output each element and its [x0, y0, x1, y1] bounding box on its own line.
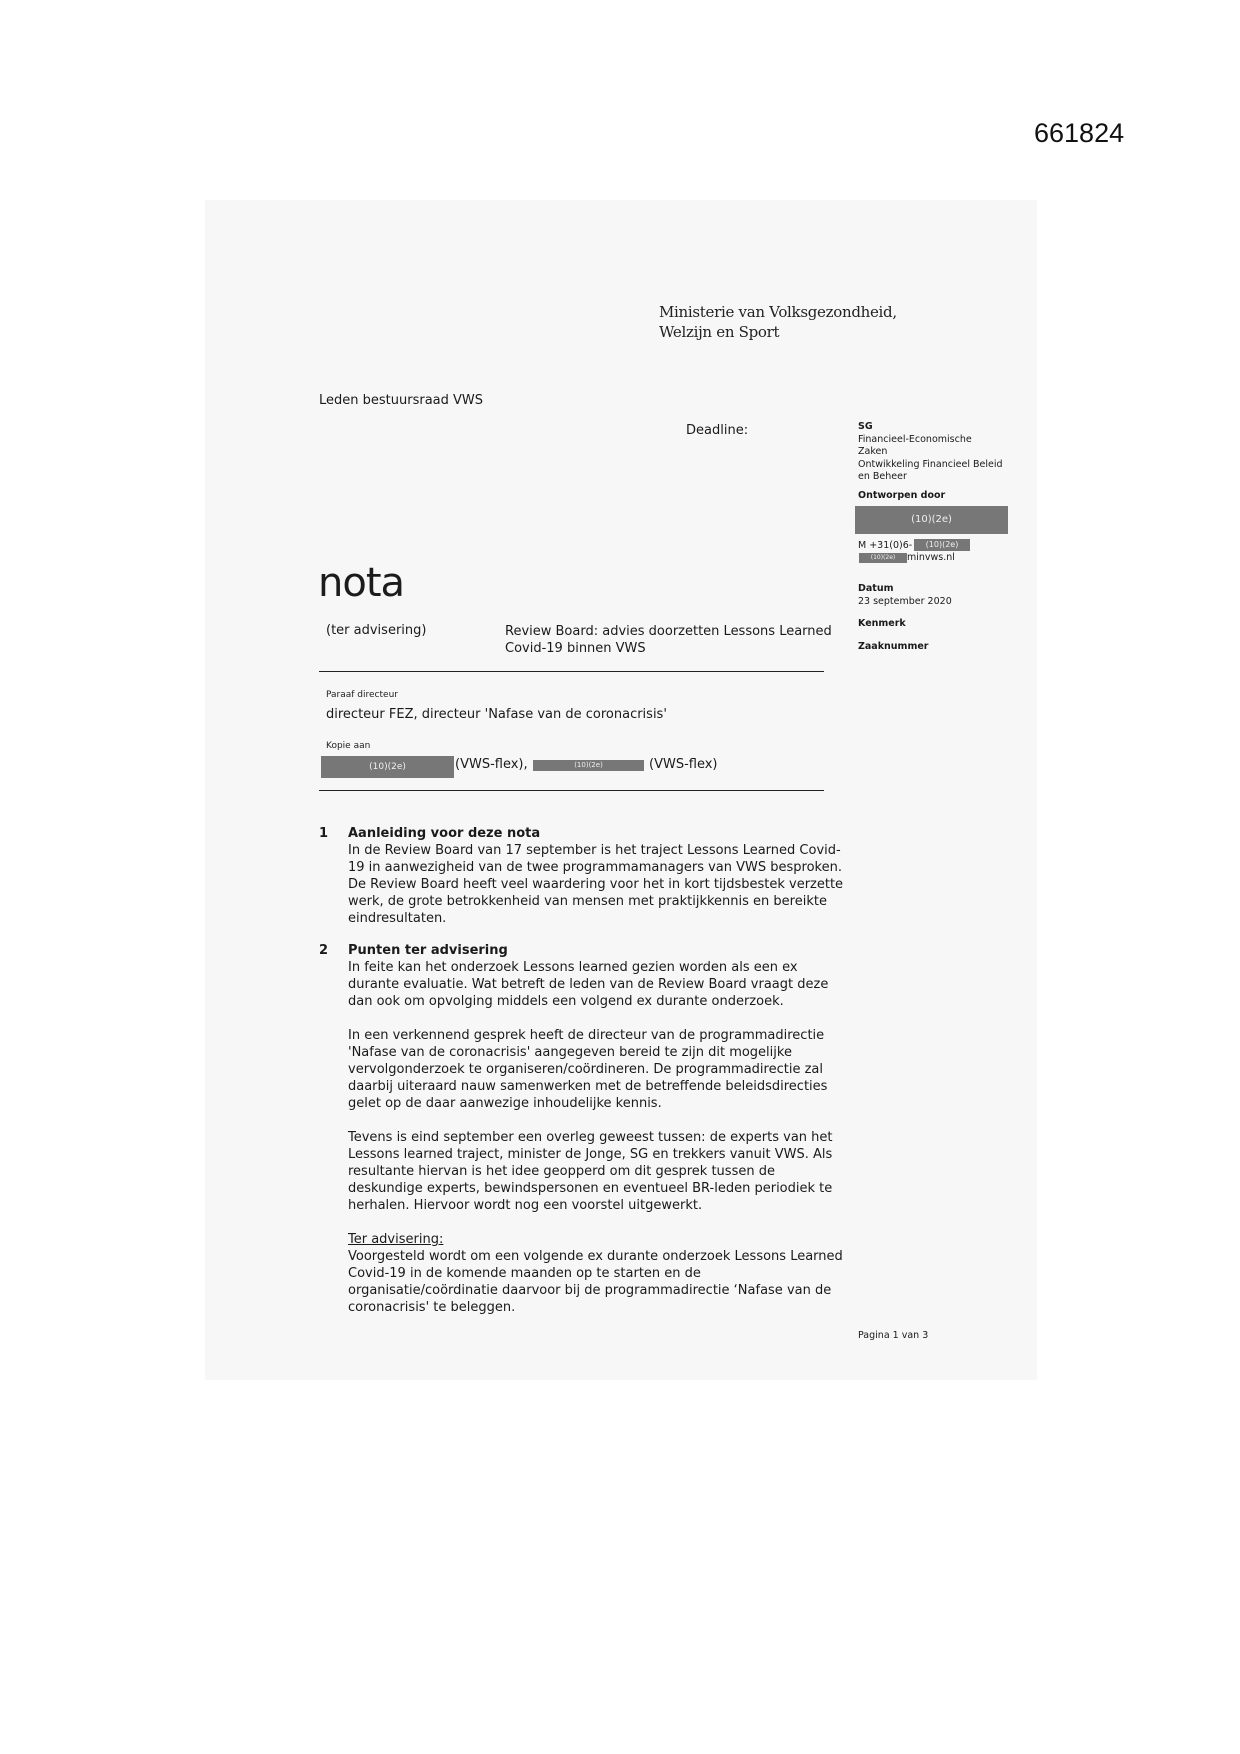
kopie-label: Kopie aan	[326, 741, 371, 751]
subject-line: Covid-19 binnen VWS	[505, 641, 646, 656]
section-number: 2	[319, 943, 329, 958]
date-value: 23 september 2020	[858, 595, 952, 607]
email-suffix: minvws.nl	[907, 552, 955, 563]
reference-label: Kenmerk	[858, 618, 906, 629]
paraaf-label: Paraaf directeur	[326, 690, 398, 700]
ministry-logo-text	[659, 302, 897, 342]
designed-by-label: Ontworpen door	[858, 489, 946, 501]
section-paragraph: In de Review Board van 17 september is het traject Lessons Learned Covid-19 in aanwezigheid van de twee programmamanagers van VWS besproken. De Review Board heeft veel waardering voor het in kort tijdsbestek verzette werk, de grote betrokkenheid van mensen met praktijkkennis en bereikte eindresultaten.	[348, 843, 844, 926]
section-number: 1	[319, 826, 329, 841]
date-label: Datum	[858, 583, 894, 594]
page-footer: Pagina 1 van 3	[858, 1330, 929, 1341]
section-title: Aanleiding voor deze nota	[348, 826, 541, 841]
redaction-block: (10)(2e)	[533, 760, 644, 771]
deadline-label: Deadline:	[686, 423, 749, 438]
advice-text: Voorgesteld wordt om een volgende ex durante onderzoek Lessons Learned Covid-19 in de komende maanden op te starten en de organisatie/coördinatie daarvoor bij de programmadirectie ‘Nafase van de coronacrisis' te beleggen.	[348, 1249, 843, 1315]
addressee: Leden bestuursraad VWS	[319, 393, 484, 408]
redaction-block: (10)(2e)	[859, 553, 907, 563]
kopie-suffix: (VWS-flex),	[455, 757, 528, 772]
redaction-block: (10)(2e)	[321, 756, 454, 778]
mobile-prefix: M +31(0)6-	[858, 540, 913, 551]
divider	[319, 790, 824, 791]
section-1	[319, 825, 849, 944]
subject	[505, 623, 835, 657]
sidebar-org-line: Financieel-Economische	[858, 433, 972, 445]
document-title: nota	[318, 560, 405, 606]
sidebar-org-title: SG	[858, 421, 873, 432]
section-paragraph: In een verkennend gesprek heeft de directeur van de programmadirectie 'Nafase van de coronacrisis' aangegeven bereid te zijn dit mogelijke vervolgonderzoek te organiseren/coördineren. De programmadirectie zal daarbij uiteraard nauw samenwerken met de betreffende beleidsdirecties gelet op de daar aanwezige inhoudelijke kennis.	[348, 1028, 828, 1111]
kopie-suffix: (VWS-flex)	[649, 757, 718, 772]
divider	[319, 671, 824, 672]
redaction-block: (10)(2e)	[914, 539, 970, 551]
advice-heading: Ter advisering:	[348, 1232, 444, 1247]
subject-line: Review Board: advies doorzetten Lessons Learned	[505, 624, 832, 639]
paraaf-value: directeur FEZ, directeur 'Nafase van de coronacrisis'	[326, 707, 667, 722]
case-number-label: Zaaknummer	[858, 640, 929, 652]
sidebar	[858, 421, 1018, 653]
section-title: Punten ter advisering	[348, 943, 508, 958]
ministry-line-1: Ministerie van Volksgezondheid,	[659, 303, 897, 321]
purpose: (ter advisering)	[326, 623, 427, 638]
sidebar-org-line: Ontwikkeling Financieel Beleid	[858, 458, 1003, 470]
ministry-line-2: Welzijn en Sport	[659, 323, 780, 341]
section-paragraph: In feite kan het onderzoek Lessons learned gezien worden als een ex durante evaluatie. Wat betreft de leden van de Review Board vraagt deze dan ook om opvolging middels een volgend ex durante onderzoek.	[348, 960, 829, 1009]
sidebar-org-line: en Beheer	[858, 471, 907, 482]
email-line	[858, 553, 1018, 566]
section-2	[319, 942, 849, 1316]
sidebar-org-line: Zaken	[858, 446, 888, 457]
document-id: 661824	[1034, 118, 1125, 148]
section-paragraph: Tevens is eind september een overleg geweest tussen: de experts van het Lessons learned traject, minister de Jonge, SG en trekkers vanuit VWS. Als resultante hiervan is het idee geopperd om dit gesprek tussen de deskundige experts, bewindspersonen en eventueel BR-leden periodiek te herhalen. Hiervoor wordt nog een voorstel uitgewerkt.	[348, 1130, 833, 1213]
redaction-block: (10)(2e)	[855, 506, 1008, 534]
